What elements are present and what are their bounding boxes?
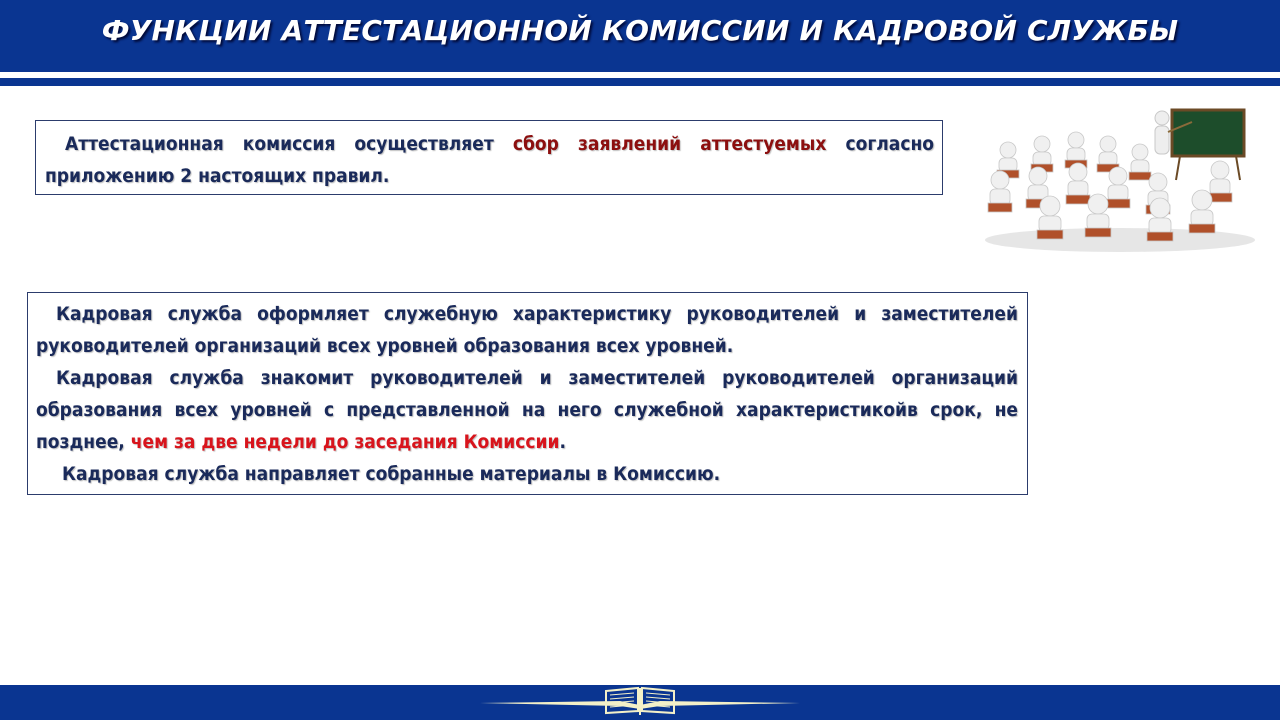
deadline-highlight: чем за две недели до заседания Комиссии — [130, 431, 560, 453]
commission-text-end: согласно приложению 2 настоящих правил. — [45, 133, 935, 187]
commission-textbox — [35, 120, 943, 195]
commission-highlight: сбор заявлений аттестуемых — [512, 133, 827, 155]
hr-paragraph-2 — [36, 362, 1018, 458]
commission-text-start: Аттестационная комиссия осуществляет — [65, 133, 513, 155]
open-book-emblem-icon — [470, 685, 810, 720]
hr-service-textbox — [27, 292, 1028, 495]
classroom-illustration-icon — [980, 100, 1260, 260]
commission-paragraph — [45, 128, 934, 192]
hr-paragraph-2-text: Кадровая служба знакомит руководителей и заместителей руководителей организаций образования всех уровней с представленной на него служебной характеристикойв срок, не позднее, — [36, 367, 1018, 453]
page-title: ФУНКЦИИ АТТЕСТАЦИОННОЙ КОМИССИИ И КАДРОВОЙ СЛУЖБЫ — [101, 14, 1179, 47]
hr-paragraph-2-end: . — [559, 431, 566, 453]
hr-paragraph-1: Кадровая служба оформляет служебную характеристику руководителей и заместителей руководителей организаций всех уровней образования всех уровней. — [36, 303, 1018, 357]
header-divider — [0, 78, 1280, 86]
hr-paragraph-3: Кадровая служба направляет собранные материалы в Комиссию. — [62, 463, 721, 485]
